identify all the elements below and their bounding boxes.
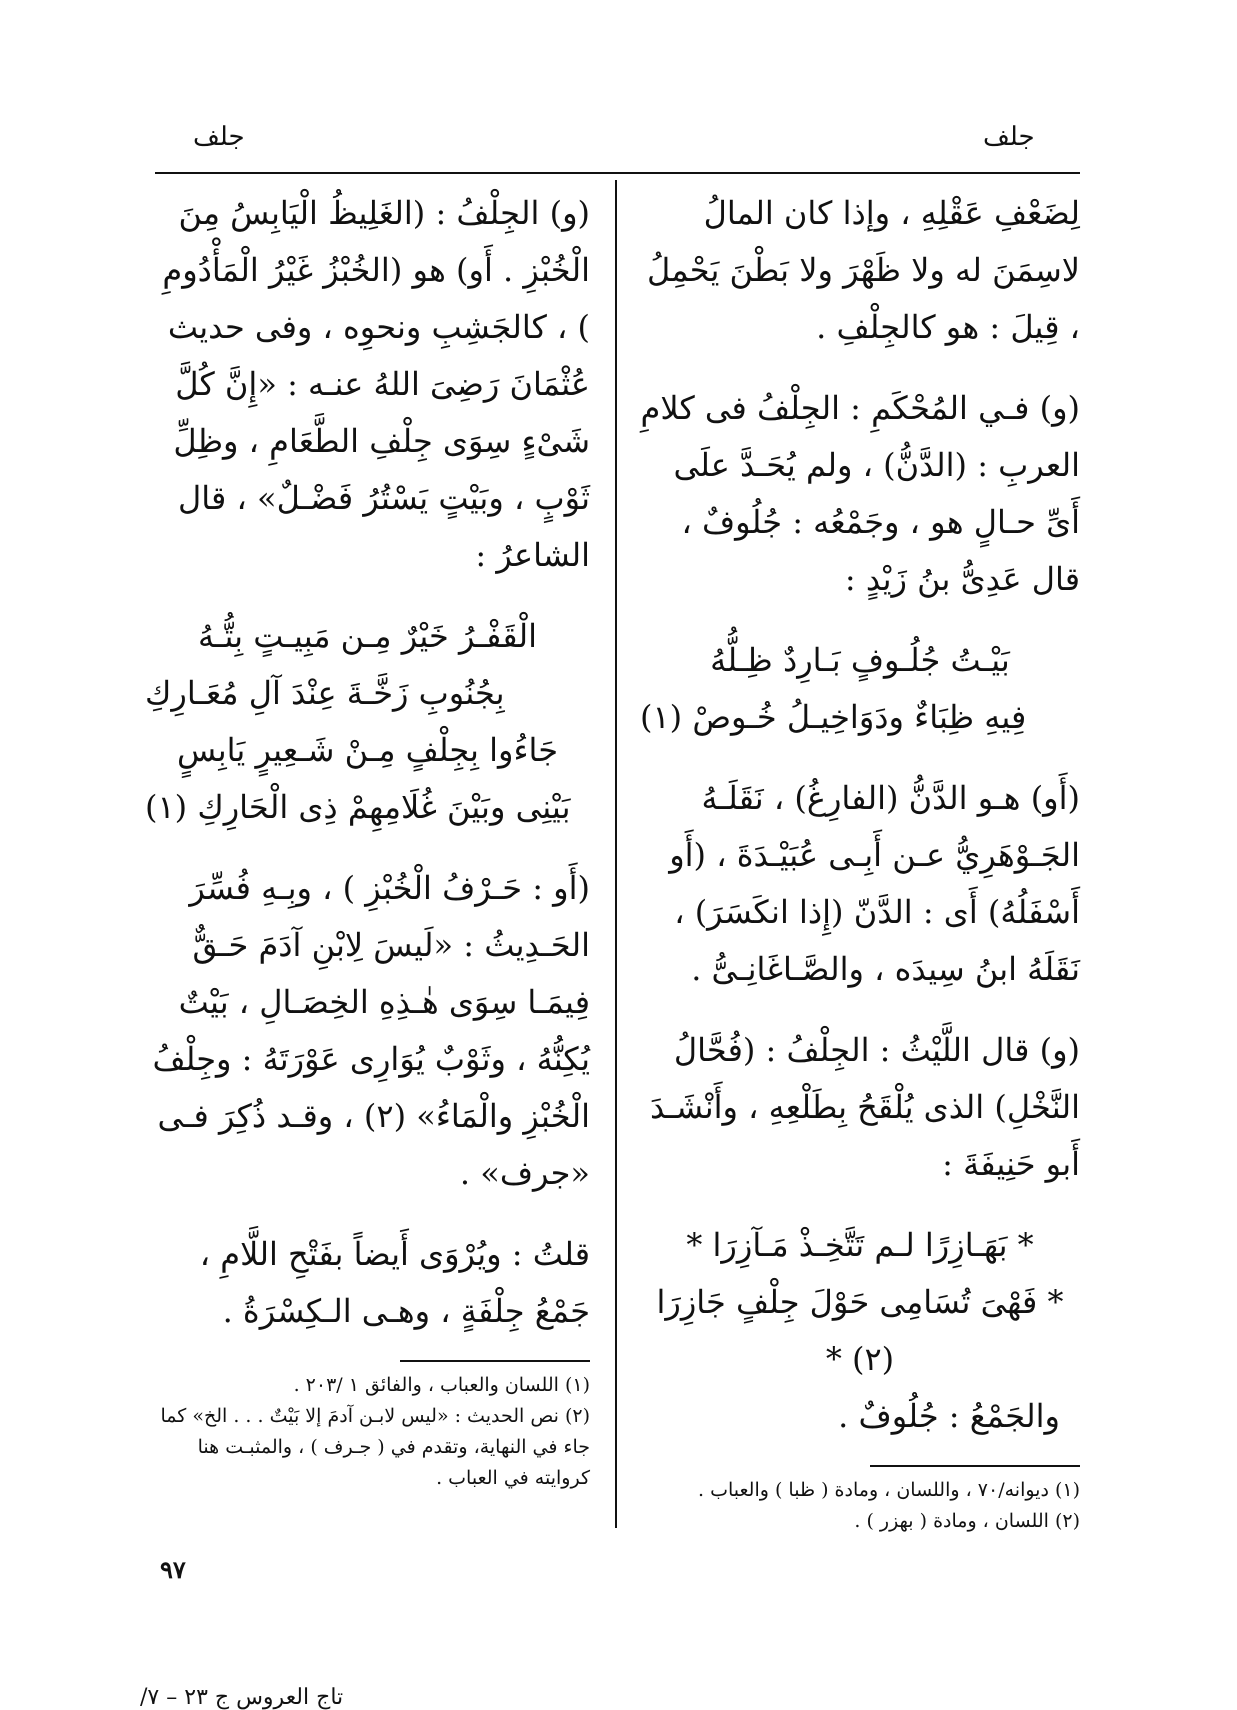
paragraph: قلتُ : ويُرْوَى أَيضاً بفَتْحِ اللَّامِ ، جَمْعُ جِلْفَةٍ ، وهـى الـكِسْرَةُ .: [199, 1235, 590, 1330]
footnote-rule: [870, 1465, 1080, 1467]
footnote-rule: [400, 1360, 590, 1362]
running-header-right: جلف: [983, 122, 1035, 152]
column-divider: [615, 180, 617, 1528]
paragraph: (و) الجِلْفُ : (الغَلِيظُ الْيَابِسُ مِنَ الْخُبْزِ . أَو) هو (الخُبْزُ غَيْرُ الْمَأْدُومِ ) ، كالجَشِبِ ونحوِه ، وفى حديث عُثْمَانَ رَضِىَ اللهُ عنـه : «إِنَّ كُلَّ شَىْءٍ سِوَى جِلْفِ الطَّعَامِ ، وظِلِّ ثَوْبٍ ، وبَيْتٍ يَسْتُرُ فَضْـلٌ» ، قال الشاعرُ :: [162, 194, 590, 574]
running-header-left: جلف: [193, 122, 245, 152]
paragraph: (و) قال اللَّيْثُ : الجِلْفُ : (فُحَّالُ النَّخْلِ) الذى يُلْقَحُ بِطَلْعِهِ ، وأَنْشَـدَ أَبو حَنِيفَةَ :: [650, 1031, 1080, 1183]
right-column: [640, 185, 1080, 1537]
paragraph: (أَو) هـو الدَّنُّ (الفارِغُ) ، نَقَلَـهُ الجَـوْهَرِيُّ عـن أَبِـى عُبَيْـدَةَ ، (أَو أَسْفَلُهُ) أَى : الدَّنّ (إِذا انكَسَرَ) ، نَقَلَهُ ابنُ سِيدَه ، والصَّـاغَانِـىُّ .: [669, 779, 1080, 988]
footnote: (١) ديوانه/٧٠ ، واللسان ، ومادة ( ظبا ) والعباب .: [698, 1479, 1080, 1501]
signature-line: تاج العروس ج ٢٣ – ٧/: [140, 1685, 344, 1710]
paragraph: (و) فـي المُحْكَمِ : الجِلْفُ فى كلامِ العربِ : (الدَّنُّ) ، ولم يُحَـدَّ علَى أَىِّ حـالٍ هو ، وجَمْعُه : جُلُوفٌ ، قال عَدِىُّ بنُ زَيْدٍ :: [640, 389, 1080, 598]
page-number: ٩٧: [160, 1555, 186, 1584]
footnote: (٢) نص الحديث : «ليس لابـن آدمَ إلا بَيْتٌ . . . الخ» كما جاء في النهاية، وتقدم في ( جـرف ) ، والمثبـت هنا كروايته في العباب .: [160, 1405, 590, 1489]
left-column: [145, 185, 590, 1494]
paragraph: (أَو : حَـرْفُ الْخُبْزِ ) ، وبِـهِ فُسِّرَ الحَـدِيثُ : «لَيسَ لِابْنِ آدَمَ حَـقٌّ فِيمَـا سِوَى هٰـذِهِ الخِصَـالِ ، بَيْتٌ يُكِنُّهُ ، وثَوْبٌ يُوَارِى عَوْرَتَهُ : وجِلْفُ الْخُبْزِ والْمَاءُ» (٢) ، وقـد ذُكِرَ فـى «جرف» .: [152, 869, 590, 1192]
footnote: (١) اللسان والعباب ، والفائق ١ /٢٠٣ .: [293, 1374, 590, 1396]
verse-line: جَاءُوا بِجِلْفٍ مِـنْ شَـعِيرٍ يَابِسٍ: [176, 731, 559, 769]
verse-line: * فَهْىَ تُسَامِى حَوْلَ جِلْفٍ جَازِرَا (٢) *: [656, 1283, 1064, 1378]
paragraph: لِضَعْفِ عَقْلِهِ ، وإذا كان المالُ لاسِمَنَ له ولا ظَهْرَ ولا بَطْنَ يَحْمِلُ ، قِيلَ : هو كالجِلْفِ .: [647, 194, 1080, 346]
verse-line: بَيْنِى وبَيْنَ غُلَامِهِمْ ذِى الْحَارِكِ (١): [145, 788, 571, 826]
footnote: (٢) اللسان ، ومادة ( بهزر ) .: [854, 1510, 1080, 1532]
verse-line: بَيْـتُ جُلُـوفٍ بَـارِدٌ ظِـلُّهُ: [710, 641, 1010, 679]
verse-line: * بَهَـازِرًا لـم تَتَّخِـذْ مَـآزِرَا *: [686, 1226, 1034, 1264]
verse-line: بِجُنُوبِ زَخَّـةَ عِنْدَ آلِ مُعَـارِكِ: [145, 674, 505, 712]
verse-line: فِيهِ ظِبَاءٌ ودَوَاخِيـلُ خُـوصْ (١): [640, 698, 1027, 736]
verse-line: الْقَفْـرُ خَيْرٌ مِـن مَبِيـتٍ بِتُّـهُ: [197, 617, 538, 655]
paragraph: والجَمْعُ : جُلُوفٌ .: [838, 1397, 1060, 1435]
header-rule: [155, 172, 1080, 174]
